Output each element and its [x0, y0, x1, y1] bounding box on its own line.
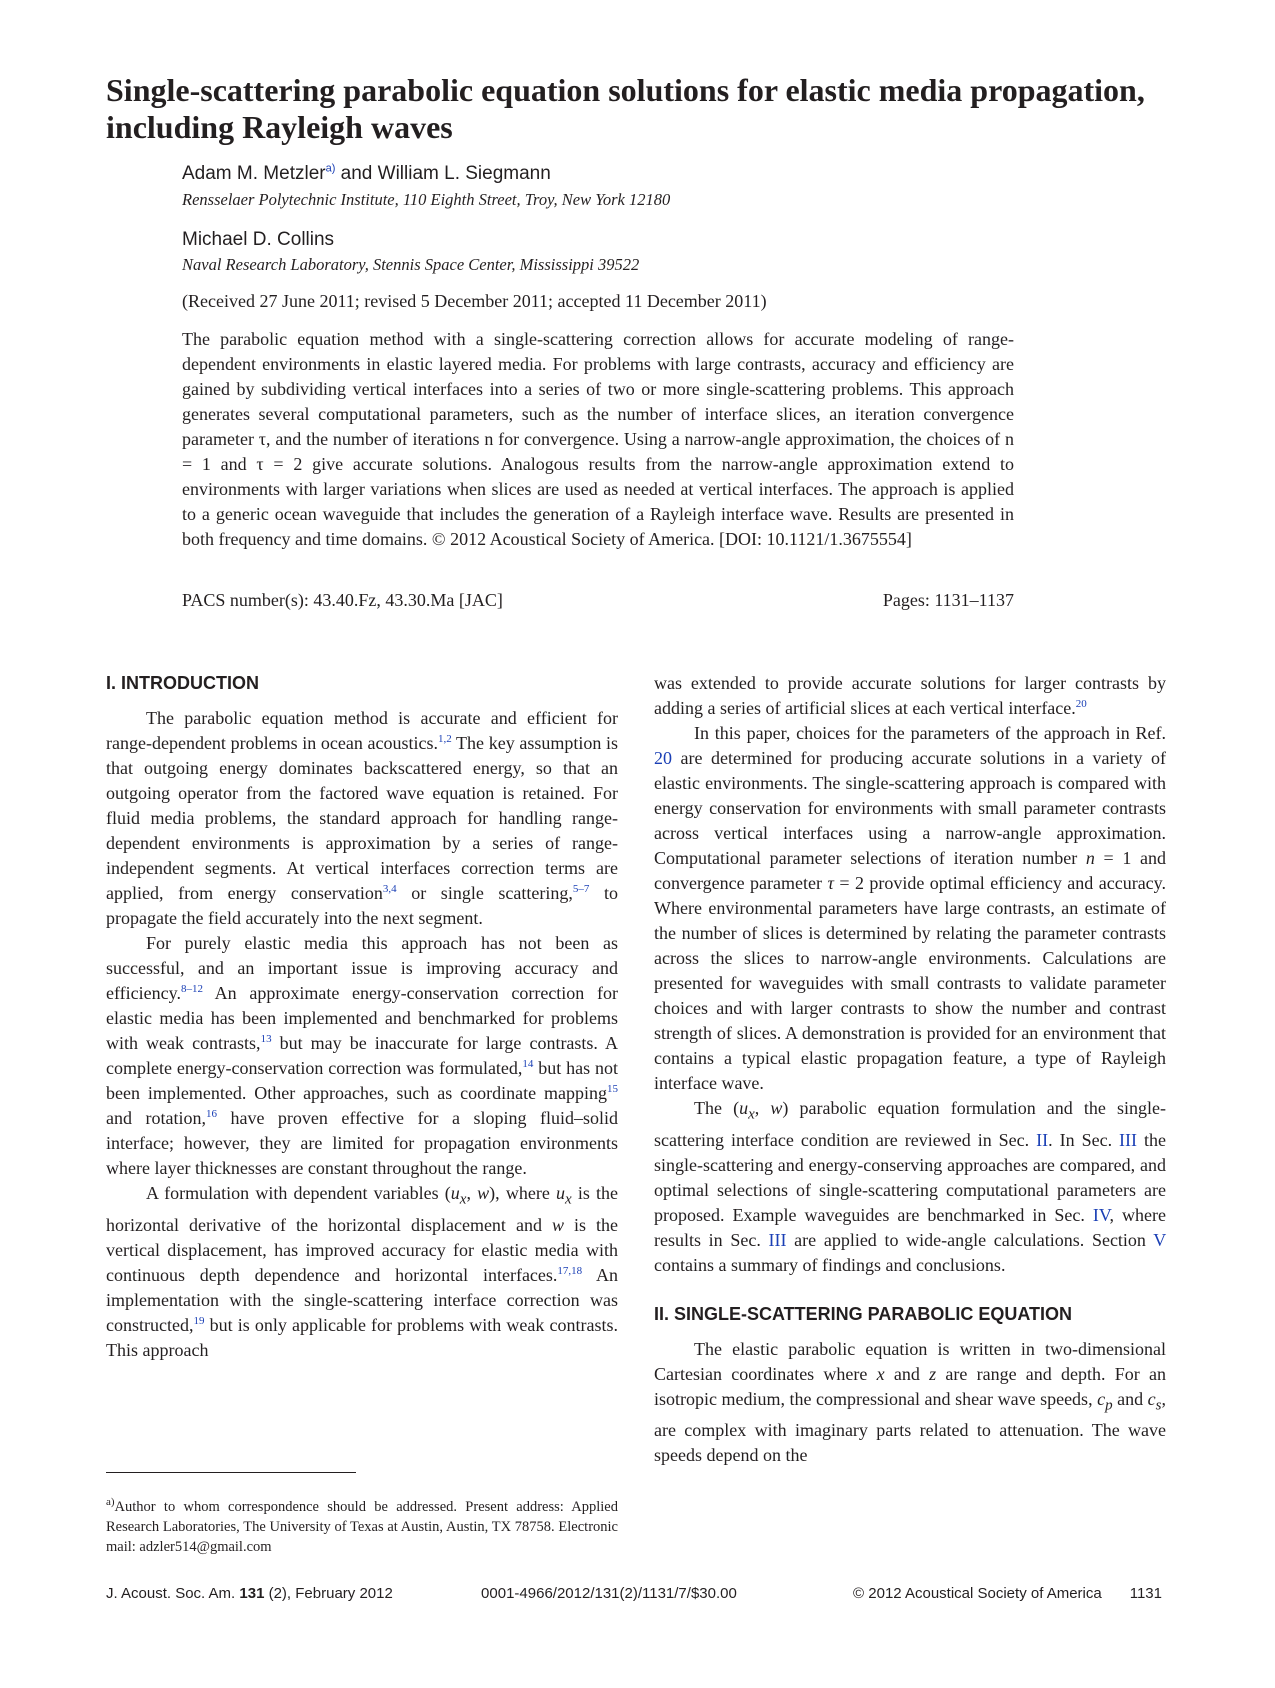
- journal-volume: 131: [239, 1585, 265, 1602]
- pacs-line: [182, 590, 1014, 611]
- footnote-mark: a): [106, 1496, 115, 1509]
- citation-link[interactable]: 17,18: [557, 1264, 583, 1277]
- left-column: [106, 671, 618, 1363]
- citation-link[interactable]: 13: [260, 1033, 272, 1045]
- citation-link[interactable]: 1,2: [437, 733, 452, 745]
- author-line-1: [182, 163, 551, 185]
- pacs-numbers: PACS number(s): 43.40.Fz, 43.30.Ma [JAC]: [182, 590, 503, 610]
- paper-title: Single-scattering parabolic equation solutions for elastic media propagation, including Rayleigh waves: [106, 72, 1145, 145]
- journal-name: J. Acoust. Soc. Am.: [106, 1585, 240, 1602]
- paragraph: In this paper, choices for the parameters of the approach in Ref. 20 are determined for producing accurate solutions in a variety of elastic environments. The single-scattering approach is compared with energy conservation for environments with small parameter contrasts across vertical interfaces using a narrow-angle approximation. Computational parameter selections of iteration number n = 1 and convergence parameter τ = 2 provide optimal efficiency and accuracy. Where environmental parameters have large contrasts, an estimate of the number of slices is determined by relating the parameter contrasts across the slices to narrow-angle environments. Calculations are presented for waveguides with small contrasts to validate parameter choices and with larger contrasts to show the number and contrast strength of slices. A demonstration is provided for an environment that contains a typical elastic propagation feature, a type of Rayleigh interface wave.: [654, 723, 1167, 1093]
- journal-issue-date: (2), February 2012: [264, 1585, 393, 1602]
- page-number: 1131: [1129, 1585, 1162, 1602]
- section-link[interactable]: IV: [1092, 1204, 1110, 1225]
- paragraph: The ($u_x$, w) parabolic equation formulation and the single-scattering interface condition are reviewed in Sec. II. In Sec. III the single-scattering and energy-conserving approaches are compared, and optimal selections of single-scattering computational parameters are proposed. Example waveguides are benchmarked in Sec. IV, where results in Sec. III are applied to wide-angle calculations. Section V contains a summary of findings and conclusions.: [654, 1098, 1167, 1275]
- affiliation-2: Naval Research Laboratory, Stennis Space Center, Mississippi 39522: [182, 255, 640, 274]
- author-names-rest: and William L. Siegmann: [335, 163, 551, 184]
- author-names: Adam M. Metzler: [182, 163, 326, 184]
- author-line-2: [182, 229, 334, 251]
- section-link[interactable]: II: [1036, 1129, 1049, 1150]
- article-code: 0001-4966/2012/131(2)/1131/7/$30.00: [481, 1585, 737, 1602]
- paragraph: For purely elastic media this approach has not been as successful, and an important issue is improving accuracy and efficiency.$^{8-12}$ An approximate energy-conservation correction for elastic media has been implemented and benchmarked for problems with weak contrasts,$^{13}$ but may be inaccurate for large contrasts. A complete energy-conservation correction was formulated,$^{14}$ but has not been implemented. Other approaches, such as coordinate mapping$^{15}$ and rotation,$^{16}$ have proven effective for a sloping fluid–solid interface; however, they are limited for propagation environments where layer thicknesses are constant throughout the range.: [106, 933, 618, 1178]
- citation-link[interactable]: 19: [193, 1314, 205, 1327]
- abstract: The parabolic equation method with a single-scattering correction allows for accurate modeling of range-dependent environments in elastic layered media. For problems with large contrasts, accuracy and efficiency are gained by subdividing vertical interfaces into a series of two or more single-scattering problems. This approach generates several computational parameters, such as the number of interface slices, an iteration convergence parameter τ, and the number of iterations n for convergence. Using a narrow-angle approximation, the choices of n = 1 and τ = 2 give accurate solutions. Analogous results from the narrow-angle approximation extend to environments with larger variations when slices are used as needed at vertical interfaces. The approach is applied to a generic ocean waveguide that includes the generation of a Rayleigh interface wave. Results are presented in both frequency and time domains. © 2012 Acoustical Society of America. [DOI: 10.1121/1.3675554]: [182, 329, 1014, 549]
- citation-link[interactable]: 14: [522, 1058, 534, 1070]
- citation-link[interactable]: 15: [607, 1083, 618, 1095]
- citation-link[interactable]: 20: [654, 748, 672, 768]
- section-link[interactable]: III: [1119, 1129, 1138, 1150]
- page-footer: [106, 1585, 1162, 1602]
- citation-link[interactable]: 3,4: [382, 883, 397, 895]
- section-heading-single-scattering: II. SINGLE-SCATTERING PARABOLIC EQUATION: [654, 1303, 1072, 1324]
- citation-link[interactable]: 8–12: [180, 983, 203, 995]
- author-names: Michael D. Collins: [182, 229, 335, 250]
- author-footnote-mark[interactable]: a): [325, 162, 336, 175]
- paragraph: The elastic parabolic equation is written in two-dimensional Cartesian coordinates where x and z are range and depth. For an isotropic medium, the compressional and shear wave speeds, $c_p$ and $c_s$, are complex with imaginary parts related to attenuation. The wave speeds depend on the: [654, 1338, 1166, 1466]
- right-column: [654, 671, 1166, 1468]
- paragraph: A formulation with dependent variables ($u_x$, w), where $u_x$ is the horizontal derivative of the horizontal displacement and w is the vertical displacement, has improved accuracy for elastic media with continuous depth dependence and horizontal interfaces.$^{17,18}$ An implementation with the single-scattering interface correction was constructed,$^{19}$ but is only applicable for problems with weak contrasts. This approach: [106, 1183, 619, 1360]
- section-heading-introduction: I. INTRODUCTION: [106, 673, 259, 693]
- footnote: [106, 1497, 618, 1557]
- journal-citation: [106, 1585, 393, 1602]
- affiliation-1: Rensselaer Polytechnic Institute, 110 Eighth Street, Troy, New York 12180: [182, 190, 671, 209]
- paragraph: was extended to provide accurate solutions for larger contrasts by adding a series of artificial slices at each vertical interface.$^{20}$: [654, 673, 1166, 718]
- citation-link[interactable]: 5–7: [572, 883, 590, 895]
- page-range: Pages: 1131–1137: [882, 590, 1014, 610]
- footnote-divider: [106, 1472, 356, 1473]
- section-link[interactable]: III: [768, 1229, 787, 1250]
- footnote-text: Author to whom correspondence should be addressed. Present address: Applied Research Laboratories, The University of Texas at Austin, Austin, TX 78758. Electronic mail: adzler514@gmail.com: [106, 1499, 618, 1555]
- section-link[interactable]: V: [1153, 1229, 1166, 1250]
- copyright: © 2012 Acoustical Society of America: [853, 1585, 1102, 1602]
- footer-right: [825, 1585, 1162, 1602]
- paragraph: The parabolic equation method is accurate and efficient for range-dependent problems in ocean acoustics.$^{1,2}$ The key assumption is that outgoing energy dominates backscattered energy, so that an outgoing operator from the factored wave equation is retained. For fluid media problems, the standard approach for handling range-dependent environments is approximation by a series of range-independent segments. At vertical interfaces correction terms are applied, from energy conservation$^{3,4}$ or single scattering,$^{5-7}$ to propagate the field accurately into the next segment.: [106, 708, 618, 928]
- received-dates: (Received 27 June 2011; revised 5 December 2011; accepted 11 December 2011): [182, 291, 767, 311]
- citation-link[interactable]: 20: [1075, 698, 1087, 710]
- citation-link[interactable]: 16: [205, 1108, 217, 1120]
